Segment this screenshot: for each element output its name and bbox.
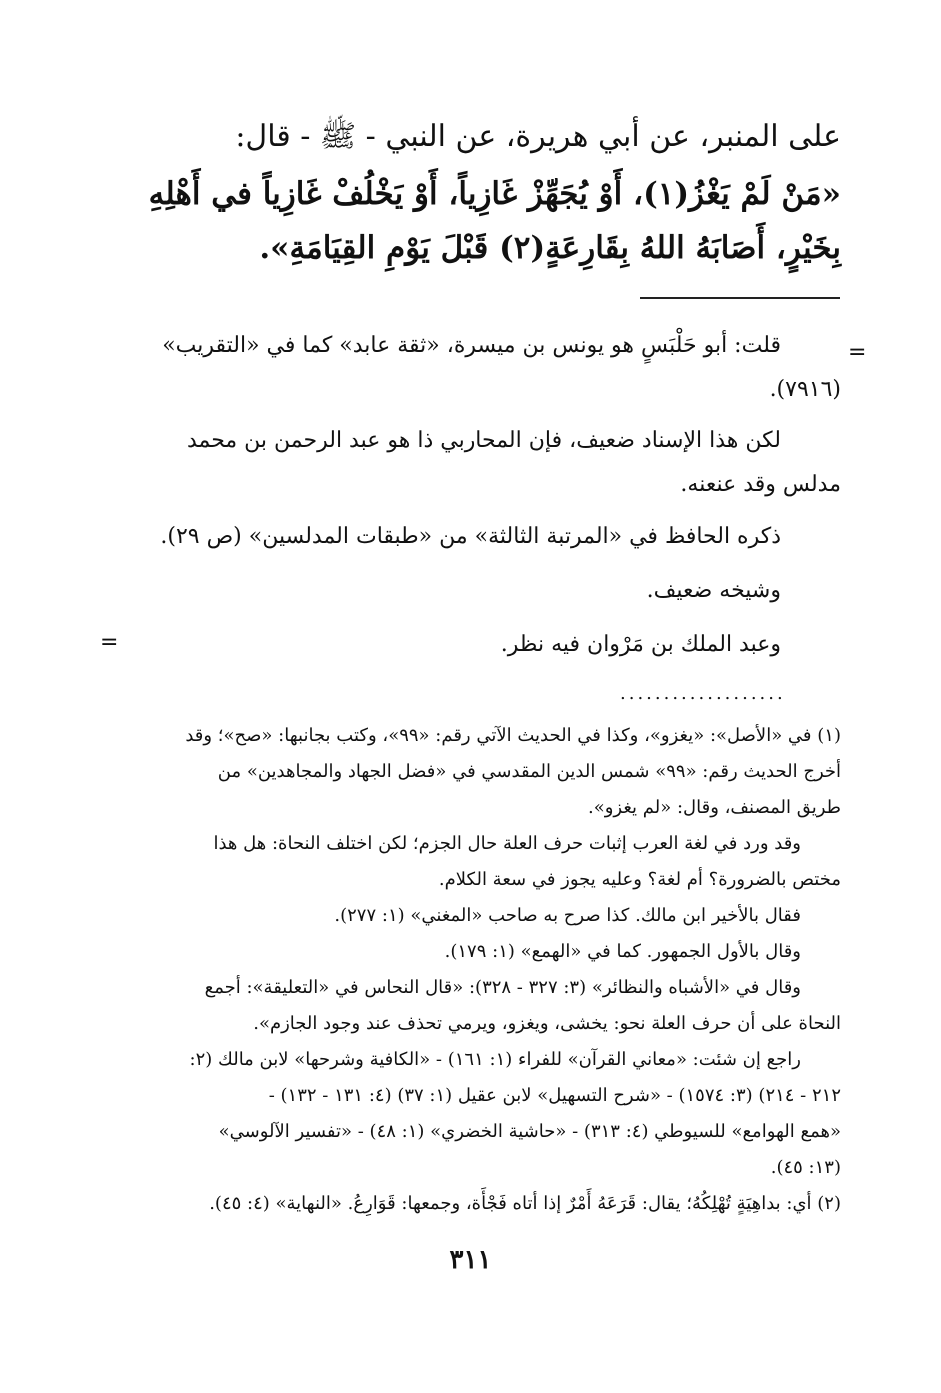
footnote-line-5: مختص بالضرورة؟ أم لغة؟ وعليه يجوز في سعة الكلام. bbox=[438, 869, 841, 890]
commentary-line-2: (٧٩١٦). bbox=[769, 377, 841, 402]
footnote-line-8: وقال في «الأشباه والنظائر» (٣: ٣٢٧ - ٣٢٨): «قال النحاس في «التعليقة»: أجمع bbox=[204, 977, 801, 998]
footnote-line-13: (١٣: ٤٥). bbox=[770, 1157, 841, 1178]
commentary-line-1: قلت: أبو حَلْبَسٍ هو يونس بن ميسرة، «ثقة عابد» كما في «التقريب» bbox=[162, 333, 781, 358]
footnote-line-11: ٢١٢ - ٢١٤) (٣: ١٥٧٤) - «شرح التسهيل» لابن عقيل (١: ٣٧) (٤: ١٣١ - ١٣٢) - bbox=[268, 1085, 841, 1106]
footnote-line-9: النحاة على أن حرف العلة نحو: يخشى، ويغزو، ويرمي تحذف عند وجود الجازم». bbox=[253, 1013, 841, 1034]
continuation-mark-2: = bbox=[100, 630, 119, 655]
main-text-separator bbox=[640, 297, 840, 299]
footnote-line-7: وقال بالأول الجمهور. كما في «الهمع» (١: ١٧٩). bbox=[444, 941, 801, 962]
footnote-separator: ................... bbox=[620, 683, 786, 704]
footnote-line-1: (١) في «الأصل»: «يغزو»، وكذا في الحديث الآتي رقم: «٩٩»، وكتب بجانبها: «صح»؛ وقد bbox=[185, 725, 841, 746]
commentary-line-4: مدلس وقد عنعنه. bbox=[680, 472, 841, 497]
continuation-mark: = bbox=[848, 340, 867, 365]
footnote-line-12: «همع الهوامع» للسيوطي (٤: ٣١٣) - «حاشية الخضري» (١: ٤٨) - «تفسير الآلوسي» bbox=[218, 1121, 841, 1142]
footnote-line-3: طريق المصنف، وقال: «لم يغزو». bbox=[588, 797, 841, 818]
commentary-line-3: لكن هذا الإسناد ضعيف، فإن المحاربي ذا هو عبد الرحمن بن محمد bbox=[186, 428, 781, 453]
hadith-line-2: بِخَيْرٍ، أَصَابَهُ اللهُ بِقَارِعَةٍ(٢) قَبْلَ يَوْمِ القِيَامَةِ». bbox=[259, 230, 841, 266]
commentary-line-7: وعبد الملك بن مَرْوان فيه نظر. bbox=[500, 632, 781, 657]
footnote-line-4: وقد ورد في لغة العرب إثبات حرف العلة حال الجزم؛ لكن اختلف النحاة: هل هذا bbox=[213, 833, 801, 854]
footnote-line-6: فقال بالأخير ابن مالك. كذا صرح به صاحب «المغني» (١: ٢٧٧). bbox=[334, 905, 801, 926]
footnote-line-2: أخرج الحديث رقم: «٩٩» شمس الدين المقدسي في «فضل الجهاد والمجاهدين» من bbox=[217, 761, 841, 782]
commentary-line-5: ذكره الحافظ في «المرتبة الثالثة» من «طبقات المدلسين» (ص ٢٩). bbox=[160, 524, 781, 549]
page-number: ٣١١ bbox=[449, 1245, 492, 1275]
footnote-line-10: راجع إن شئت: «معاني القرآن» للفراء (١: ١٦١) - «الكافية وشرحها» لابن مالك (٢: bbox=[189, 1049, 801, 1070]
footnote-line-14: (٢) أي: بداهِيَةٍ تُهْلِكُهُ؛ يقال: قَرَعَهُ أَمْرٌ إذا أتاه فَجْأَة، وجمعها: قَوَارِعُ. «النهاية» (٤: ٤٥). bbox=[209, 1193, 841, 1214]
intro-line: على المنبر، عن أبي هريرة، عن النبي - ﷺ - قال: bbox=[235, 119, 841, 154]
commentary-line-6: وشيخه ضعيف. bbox=[646, 578, 781, 603]
hadith-line-1: «مَنْ لَمْ يَغْزُ(١)، أَوْ يُجَهِّزْ غَازِياً، أَوْ يَخْلُفْ غَازِياً في أَهْلِهِ bbox=[148, 176, 841, 212]
